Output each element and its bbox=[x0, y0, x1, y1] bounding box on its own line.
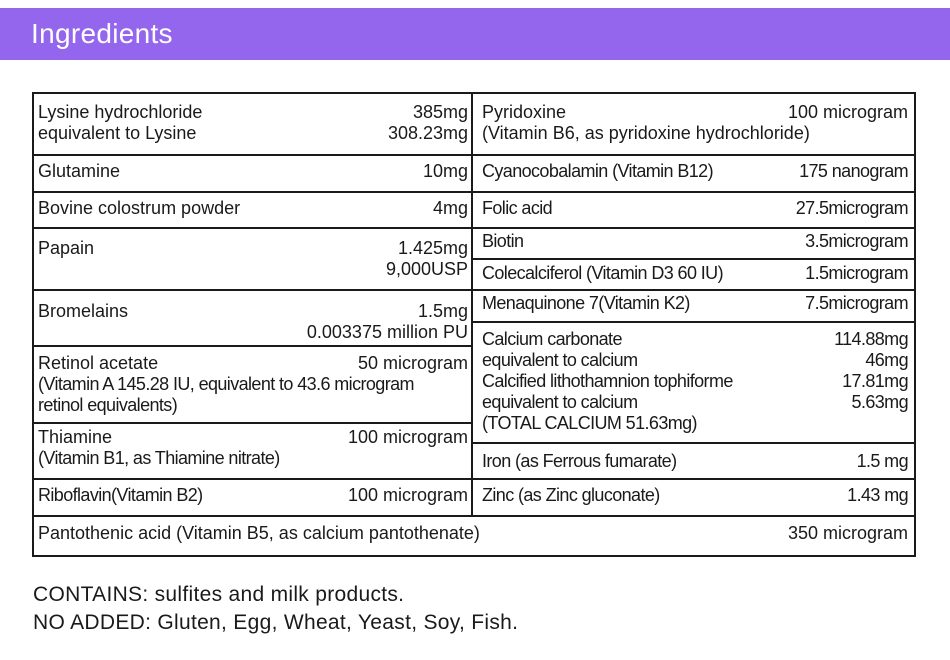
ingredient-amount: 100 microgram bbox=[787, 102, 908, 122]
ingredient-amount: 350 microgram bbox=[787, 523, 908, 543]
ingredient-amount: 1.5 mg bbox=[856, 451, 908, 471]
ingredients-table bbox=[32, 92, 916, 557]
ingredient-name: Bovine colostrum powder bbox=[38, 198, 241, 218]
row-divider bbox=[472, 227, 914, 229]
ingredient-amount: 114.88mg 46mg 17.81mg 5.63mg bbox=[834, 329, 908, 412]
no-added-note bbox=[33, 611, 518, 635]
row-divider bbox=[472, 478, 914, 480]
row-divider bbox=[34, 227, 472, 229]
ingredient-name: Menaquinone 7(Vitamin K2) bbox=[482, 293, 690, 313]
ingredient-amount: 4mg bbox=[432, 198, 468, 218]
ingredient-amount: 7.5microgram bbox=[805, 293, 908, 313]
ingredient-name: Iron (as Ferrous fumarate) bbox=[482, 451, 677, 471]
ingredient-name: Zinc (as Zinc gluconate) bbox=[482, 485, 660, 505]
column-divider bbox=[471, 94, 473, 517]
row-divider bbox=[34, 515, 914, 517]
row-divider bbox=[34, 191, 472, 193]
ingredient-amount: 1.43 mg bbox=[847, 485, 908, 505]
ingredient-name: Folic acid bbox=[482, 198, 553, 218]
ingredient-amount: 10mg bbox=[422, 161, 468, 181]
ingredient-amount: 50 microgram bbox=[357, 353, 468, 373]
row-divider bbox=[34, 154, 472, 156]
ingredient-amount: 3.5microgram bbox=[805, 231, 908, 251]
no-added-label: NO ADDED: bbox=[33, 611, 152, 634]
ingredient-amount: 1.5microgram bbox=[805, 263, 908, 283]
ingredient-name: Biotin bbox=[482, 231, 524, 251]
row-divider bbox=[472, 154, 914, 156]
contains-text: sulfites and milk products. bbox=[148, 583, 405, 606]
ingredient-amount: 27.5microgram bbox=[795, 198, 908, 218]
row-divider bbox=[34, 422, 472, 424]
row-divider bbox=[34, 345, 472, 347]
ingredient-amount: 100 microgram bbox=[347, 485, 468, 505]
ingredient-name: Glutamine bbox=[38, 161, 121, 181]
ingredient-name: Pantothenic acid (Vitamin B5, as calcium pantothenate) bbox=[38, 523, 480, 543]
row-divider bbox=[472, 321, 914, 323]
ingredient-name: Lysine hydrochloride equivalent to Lysine bbox=[38, 102, 203, 143]
ingredient-name: Pyridoxine (Vitamin B6, as pyridoxine hydrochloride) bbox=[482, 102, 810, 143]
page-title: Ingredients bbox=[31, 18, 173, 49]
ingredient-name: Thiamine (Vitamin B1, as Thiamine nitrate) bbox=[38, 427, 280, 468]
row-divider bbox=[34, 478, 472, 480]
ingredients-header bbox=[0, 8, 950, 60]
row-divider bbox=[472, 442, 914, 444]
ingredient-name: Retinol acetate (Vitamin A 145.28 IU, equivalent to 43.6 microgram retinol equivalents) bbox=[38, 353, 414, 415]
ingredient-name: Papain bbox=[38, 238, 95, 258]
ingredient-amount: 1.5mg 0.003375 million PU bbox=[306, 301, 468, 342]
ingredient-name: Cyanocobalamin (Vitamin B12) bbox=[482, 161, 713, 181]
ingredient-name: Bromelains bbox=[38, 301, 129, 321]
ingredient-amount: 100 microgram bbox=[347, 427, 468, 447]
row-divider bbox=[34, 289, 472, 291]
ingredient-amount: 385mg 308.23mg bbox=[387, 102, 468, 143]
ingredient-amount: 1.425mg 9,000USP bbox=[385, 238, 468, 279]
row-divider bbox=[472, 191, 914, 193]
ingredient-name: Riboflavin(Vitamin B2) bbox=[38, 485, 203, 505]
row-divider bbox=[472, 258, 914, 260]
contains-label: CONTAINS: bbox=[33, 583, 149, 606]
ingredient-name: Colecalciferol (Vitamin D3 60 IU) bbox=[482, 263, 723, 283]
ingredient-amount: 175 nanogram bbox=[799, 161, 908, 181]
ingredient-name: Calcium carbonate equivalent to calcium Calcified lithothamnion tophiforme equivalent to calcium (TOTAL CALCIUM 51.63mg) bbox=[482, 329, 733, 433]
no-added-text: Gluten, Egg, Wheat, Yeast, Soy, Fish. bbox=[151, 611, 519, 634]
row-divider bbox=[472, 289, 914, 291]
contains-note bbox=[33, 583, 404, 607]
